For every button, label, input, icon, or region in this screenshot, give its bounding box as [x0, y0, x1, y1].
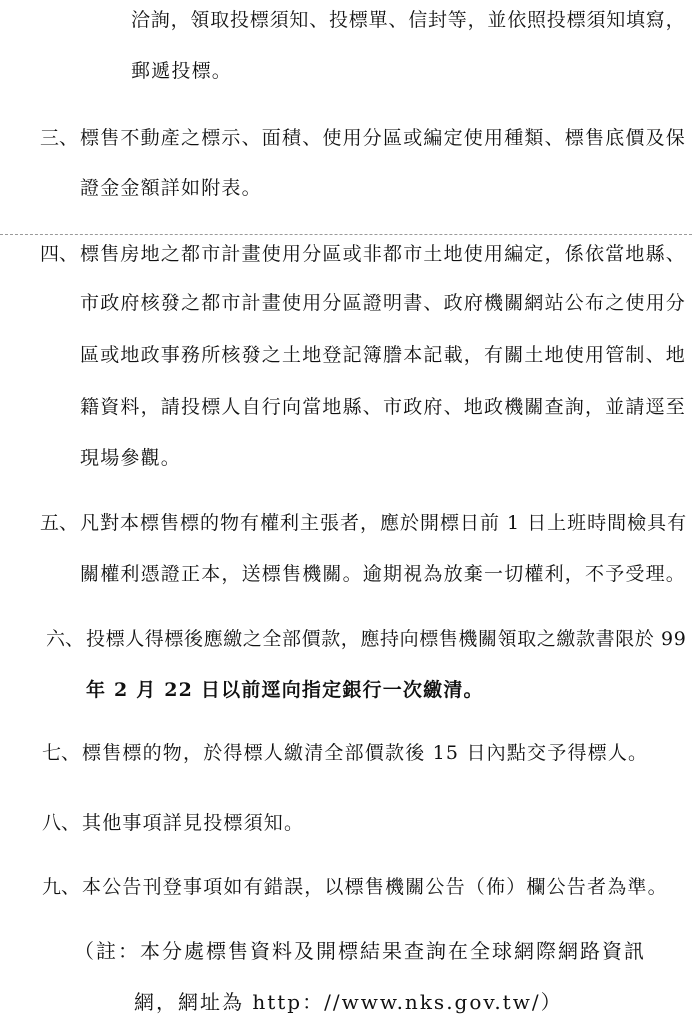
item-4-text-line: 標售房地之都市計畫使用分區或非都市土地使用編定，係依當地縣、 — [80, 243, 687, 265]
item-6-text-line: 投標人得標後應繳之全部價款，應持向標售機關領取之繳款書限於 99 — [86, 628, 687, 650]
item-9-number: 九、 — [42, 876, 81, 898]
item-4-text-line: 現場參觀。 — [80, 447, 182, 469]
item-6-text-line: 年 2 月 22 日以前逕向指定銀行一次繳清。 — [86, 679, 484, 701]
note-text-line: （註：本分處標售資料及開標結果查詢在全球網際網路資訊 — [74, 939, 646, 963]
item-3-text-line: 證金金額詳如附表。 — [80, 177, 262, 199]
item-2-text-line: 郵遞投標。 — [131, 60, 233, 82]
note-url-line: 網，網址為 http：//www.nks.gov.tw/） — [134, 990, 563, 1014]
fold-line-divider — [0, 234, 692, 235]
item-7-text-line: 標售標的物，於得標人繳清全部價款後 15 日內點交予得標人。 — [82, 742, 649, 764]
item-4-text-line: 籍資料，請投標人自行向當地縣、市政府、地政機關查詢，並請逕至 — [80, 396, 687, 418]
item-9-text-line: 本公告刊登事項如有錯誤，以標售機關公告（佈）欄公告者為準。 — [82, 876, 668, 898]
item-3-text-line: 標售不動產之標示、面積、使用分區或編定使用種類、標售底價及保 — [80, 127, 687, 149]
item-4-text-line: 區或地政事務所核發之土地登記簿謄本記載，有關土地使用管制、地 — [80, 344, 687, 366]
item-8-text-line: 其他事項詳見投標須知。 — [82, 812, 305, 834]
item-4-text-line: 市政府核發之都市計畫使用分區證明書、政府機關網站公布之使用分 — [80, 292, 687, 314]
item-2-text-line: 洽詢，領取投標須知、投標單、信封等，並依照投標須知填寫， — [131, 9, 686, 31]
item-7-number: 七、 — [42, 742, 81, 764]
item-5-text-line: 關權利憑證正本，送標售機關。逾期視為放棄一切權利，不予受理。 — [80, 563, 687, 585]
item-4-number: 四、 — [40, 243, 79, 265]
item-6-number: 六、 — [46, 628, 85, 650]
item-5-text-line: 凡對本標售標的物有權利主張者，應於開標日前 1 日上班時間檢具有 — [80, 512, 688, 534]
item-5-number: 五、 — [40, 512, 79, 534]
item-8-number: 八、 — [42, 812, 81, 834]
item-3-number: 三、 — [40, 127, 79, 149]
